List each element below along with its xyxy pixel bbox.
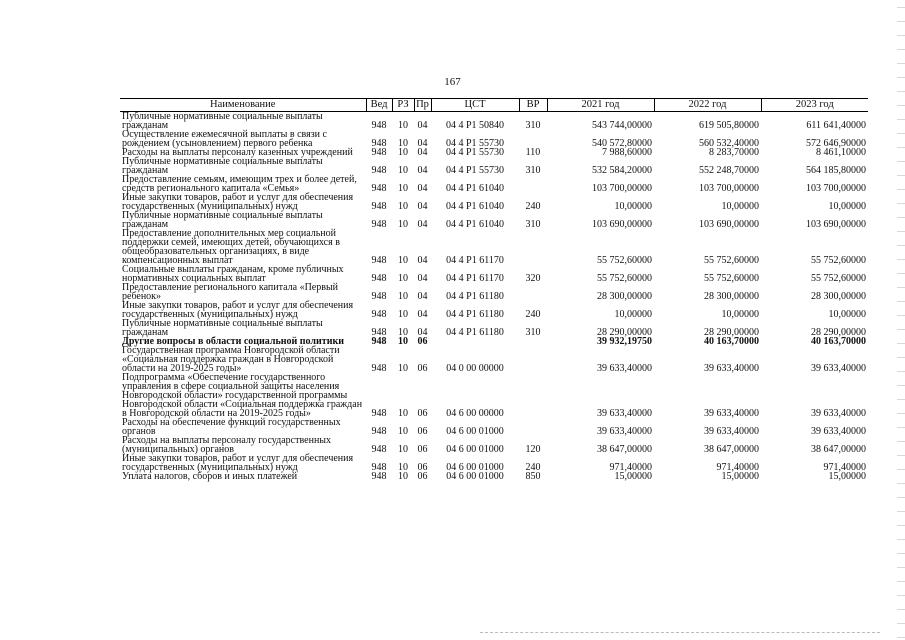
table-row <box>120 454 868 472</box>
row-amount-2023: 15,00000 <box>828 471 866 482</box>
table-row <box>120 319 868 337</box>
row-rz: 10 <box>398 336 408 347</box>
table-row <box>120 283 868 301</box>
row-amount-2022: 39 633,40000 <box>704 408 759 419</box>
row-vr <box>519 283 547 301</box>
row-amount-2021: 38 647,00000 <box>597 444 652 455</box>
table-row <box>120 130 868 148</box>
row-name: Уплата налогов, сборов и иных платежей <box>122 471 298 482</box>
table-row <box>120 211 868 229</box>
row-vr <box>519 175 547 193</box>
row-rz: 10 <box>398 291 408 302</box>
row-amount-2021: 10,00000 <box>614 201 652 212</box>
scan-edge-artifact <box>897 0 905 640</box>
row-amount-2023: 40 163,70000 <box>811 336 866 347</box>
row-amount-2022: 39 633,40000 <box>704 363 759 374</box>
row-name: Расходы на обеспечение функций государственных органов <box>122 417 341 437</box>
row-pr: 04 <box>417 201 428 212</box>
row-pr: 06 <box>417 462 428 473</box>
table-row <box>120 229 868 265</box>
row-pr: 04 <box>417 327 428 338</box>
row-vr: 110 <box>525 147 541 158</box>
row-amount-2023: 28 300,00000 <box>811 291 866 302</box>
row-vr <box>519 130 547 148</box>
row-name: Предоставление дополнительных мер социальной поддержки семей, имеющих детей, обучающихся в общеобразовательных организациях, в виде компенсационных выплат <box>122 228 340 266</box>
row-vr: 240 <box>525 462 541 473</box>
row-cst: 04 4 P1 61170 <box>446 273 504 284</box>
table-row <box>120 157 868 175</box>
row-vr: 310 <box>525 120 541 131</box>
row-rz: 10 <box>398 462 408 473</box>
row-name: Публичные нормативные социальные выплаты гражданам <box>122 210 323 230</box>
table-row <box>120 436 868 454</box>
row-cst: 04 4 P1 55730 <box>445 165 505 176</box>
row-ved: 948 <box>371 201 387 212</box>
row-amount-2023: 611 641,40000 <box>806 120 866 131</box>
row-ved: 948 <box>371 309 387 320</box>
row-amount-2023: 10,00000 <box>828 201 866 212</box>
row-name: Иные закупки товаров, работ и услуг для обеспечения государственных (муниципальных) нужд <box>122 300 354 320</box>
header-name: Наименование <box>120 99 366 112</box>
row-cst: 04 4 P1 61040 <box>445 219 505 230</box>
row-rz: 10 <box>398 120 408 131</box>
row-amount-2021: 28 300,00000 <box>597 291 652 302</box>
row-cst: 04 6 00 01000 <box>446 471 504 482</box>
row-pr: 04 <box>417 255 428 266</box>
row-cst: 04 4 P1 55730 <box>445 147 505 158</box>
row-vr: 310 <box>525 327 541 338</box>
row-ved: 948 <box>371 426 387 437</box>
row-amount-2021: 971,40000 <box>609 462 652 473</box>
row-amount-2021: 540 572,80000 <box>592 138 652 149</box>
header-pr: Пр <box>414 99 431 112</box>
row-amount-2021: 7 988,60000 <box>602 147 652 158</box>
row-name: Расходы на выплаты персоналу государственных (муниципальных) органов <box>122 435 332 455</box>
row-cst: 04 6 00 01000 <box>446 444 504 455</box>
row-amount-2022: 560 532,40000 <box>699 138 759 149</box>
header-rz: РЗ <box>392 99 414 112</box>
row-amount-2021: 28 290,00000 <box>597 327 652 338</box>
row-amount-2022: 55 752,60000 <box>704 255 759 266</box>
table-row <box>120 472 868 481</box>
budget-table <box>120 98 868 481</box>
row-amount-2022: 40 163,70000 <box>704 336 759 347</box>
row-ved: 948 <box>371 363 387 374</box>
row-amount-2023: 39 633,40000 <box>811 363 866 374</box>
row-cst: 04 4 P1 61180 <box>446 327 504 338</box>
row-rz: 10 <box>398 327 408 338</box>
row-cst: 04 4 P1 61040 <box>445 183 505 194</box>
row-cst: 04 4 P1 50840 <box>445 120 505 131</box>
row-rz: 10 <box>398 147 408 158</box>
row-ved: 948 <box>371 273 387 284</box>
row-cst: 04 4 P1 61180 <box>446 291 504 302</box>
row-cst: 04 4 P1 61170 <box>446 255 504 266</box>
row-pr: 04 <box>417 138 428 149</box>
header-2023: 2023 год <box>761 99 868 112</box>
page-number: 167 <box>444 76 461 88</box>
row-name: Публичные нормативные социальные выплаты гражданам <box>122 111 323 131</box>
row-amount-2022: 28 290,00000 <box>704 327 759 338</box>
row-ved: 948 <box>371 183 387 194</box>
row-amount-2021: 55 752,60000 <box>597 255 652 266</box>
row-amount-2023: 103 690,00000 <box>806 219 866 230</box>
table-row <box>120 265 868 283</box>
row-ved: 948 <box>371 138 387 149</box>
table-row <box>120 112 868 131</box>
row-rz: 10 <box>398 183 408 194</box>
row-rz: 10 <box>398 255 408 266</box>
row-amount-2022: 28 300,00000 <box>704 291 759 302</box>
row-pr: 06 <box>417 471 428 482</box>
header-2022: 2022 год <box>654 99 761 112</box>
row-amount-2023: 39 633,40000 <box>811 426 866 437</box>
row-amount-2021: 39 932,19750 <box>597 336 652 347</box>
row-amount-2022: 103 690,00000 <box>699 219 759 230</box>
row-pr: 04 <box>417 165 428 176</box>
header-ved: Вед <box>366 99 392 112</box>
row-amount-2022: 552 248,70000 <box>699 165 759 176</box>
row-pr: 04 <box>417 291 428 302</box>
row-pr: 06 <box>417 336 428 347</box>
row-name: Расходы на выплаты персоналу казенных учреждений <box>122 147 353 158</box>
row-vr <box>519 346 547 373</box>
table-row <box>120 346 868 373</box>
row-pr: 04 <box>417 120 428 131</box>
table-body <box>120 112 868 482</box>
table-row <box>120 175 868 193</box>
row-pr: 06 <box>417 363 428 374</box>
row-amount-2021: 103 700,00000 <box>592 183 652 194</box>
row-amount-2023: 28 290,00000 <box>811 327 866 338</box>
row-amount-2023: 572 646,90000 <box>806 138 866 149</box>
row-amount-2023: 10,00000 <box>828 309 866 320</box>
row-ved: 948 <box>371 336 387 347</box>
row-cst: 04 4 P1 61180 <box>446 309 504 320</box>
row-ved: 948 <box>371 462 387 473</box>
row-rz: 10 <box>398 309 408 320</box>
table-row <box>120 418 868 436</box>
row-name: Публичные нормативные социальные выплаты гражданам <box>122 318 323 338</box>
row-vr: 850 <box>525 471 541 482</box>
row-amount-2022: 103 700,00000 <box>699 183 759 194</box>
row-ved: 948 <box>371 120 387 131</box>
row-name: Государственная программа Новгородской области «Социальная поддержка граждан в Новгородской области на 2019-2025 годы» <box>122 345 340 374</box>
row-rz: 10 <box>398 444 408 455</box>
row-amount-2022: 55 752,60000 <box>704 273 759 284</box>
row-ved: 948 <box>371 165 387 176</box>
row-cst: 04 0 00 00000 <box>446 363 504 374</box>
row-amount-2022: 15,00000 <box>721 471 759 482</box>
row-ved: 948 <box>371 444 387 455</box>
header-cst: ЦСТ <box>431 99 519 112</box>
row-amount-2022: 619 505,80000 <box>699 120 759 131</box>
row-name: Подпрограмма «Обеспечение государственного управления в сфере социальной защиты населения Новгородской области» государственной программы Новгородской области «Социальная поддержка граждан в Новгородской области на 2019-2025 годы» <box>122 372 363 419</box>
row-cst: 04 6 00 00000 <box>446 408 504 419</box>
table-header-row <box>120 99 868 112</box>
row-amount-2021: 543 744,00000 <box>592 120 652 131</box>
row-cst: 04 6 00 01000 <box>446 426 504 437</box>
row-ved: 948 <box>371 291 387 302</box>
row-pr: 06 <box>417 426 428 437</box>
row-cst: 04 4 P1 55730 <box>445 138 505 149</box>
row-pr: 04 <box>417 309 428 320</box>
row-amount-2021: 10,00000 <box>614 309 652 320</box>
row-vr: 310 <box>525 165 541 176</box>
row-rz: 10 <box>398 201 408 212</box>
row-amount-2023: 55 752,60000 <box>811 273 866 284</box>
row-amount-2022: 10,00000 <box>721 309 759 320</box>
row-name: Осуществление ежемесячной выплаты в связи с рождением (усыновлением) первого ребенка <box>122 129 327 149</box>
table-row <box>120 193 868 211</box>
row-amount-2021: 55 752,60000 <box>597 273 652 284</box>
row-ved: 948 <box>371 471 387 482</box>
row-pr: 06 <box>417 408 428 419</box>
row-amount-2022: 10,00000 <box>721 201 759 212</box>
row-rz: 10 <box>398 165 408 176</box>
row-amount-2023: 39 633,40000 <box>811 408 866 419</box>
row-amount-2023: 971,40000 <box>823 462 866 473</box>
row-vr: 320 <box>525 273 541 284</box>
row-pr: 04 <box>417 183 428 194</box>
row-ved: 948 <box>371 408 387 419</box>
row-vr <box>519 337 547 346</box>
row-amount-2021: 532 584,20000 <box>592 165 652 176</box>
row-vr <box>519 418 547 436</box>
row-rz: 10 <box>398 219 408 230</box>
row-amount-2021: 39 633,40000 <box>597 408 652 419</box>
row-cst: 04 4 P1 61040 <box>445 201 505 212</box>
row-amount-2023: 8 461,10000 <box>816 147 866 158</box>
row-ved: 948 <box>371 255 387 266</box>
row-pr: 04 <box>417 273 428 284</box>
row-amount-2023: 55 752,60000 <box>811 255 866 266</box>
row-amount-2022: 8 283,70000 <box>709 147 759 158</box>
row-amount-2023: 38 647,00000 <box>811 444 866 455</box>
row-cst: 04 6 00 01000 <box>446 462 504 473</box>
row-pr: 04 <box>417 219 428 230</box>
row-amount-2021: 103 690,00000 <box>592 219 652 230</box>
row-name: Социальные выплаты гражданам, кроме публичных нормативных социальных выплат <box>122 264 344 284</box>
row-rz: 10 <box>398 471 408 482</box>
header-vr: ВР <box>519 99 547 112</box>
row-rz: 10 <box>398 138 408 149</box>
row-ved: 948 <box>371 219 387 230</box>
row-ved: 948 <box>371 327 387 338</box>
row-name: Предоставление регионального капитала «Первый ребенок» <box>122 282 339 302</box>
row-amount-2021: 39 633,40000 <box>597 426 652 437</box>
row-vr: 310 <box>525 219 541 230</box>
row-amount-2023: 103 700,00000 <box>806 183 866 194</box>
row-vr: 240 <box>525 201 541 212</box>
bottom-rule <box>480 632 880 634</box>
row-pr: 06 <box>417 444 428 455</box>
row-rz: 10 <box>398 273 408 284</box>
table-row <box>120 373 868 418</box>
row-ved: 948 <box>371 147 387 158</box>
row-amount-2021: 39 633,40000 <box>597 363 652 374</box>
row-vr: 120 <box>525 444 541 455</box>
row-amount-2022: 38 647,00000 <box>704 444 759 455</box>
row-name: Предоставление семьям, имеющим трех и более детей, средств регионального капитала «Семья» <box>122 174 357 194</box>
row-amount-2023: 564 185,80000 <box>806 165 866 176</box>
row-vr <box>519 229 547 265</box>
header-2021: 2021 год <box>547 99 654 112</box>
row-vr: 240 <box>525 309 541 320</box>
row-rz: 10 <box>398 426 408 437</box>
row-amount-2022: 971,40000 <box>716 462 759 473</box>
row-vr <box>519 373 547 418</box>
row-name: Публичные нормативные социальные выплаты гражданам <box>122 156 323 176</box>
row-cst <box>431 337 519 346</box>
row-rz: 10 <box>398 408 408 419</box>
row-rz: 10 <box>398 363 408 374</box>
row-name: Другие вопросы в области социальной политики <box>122 336 344 347</box>
row-amount-2022: 39 633,40000 <box>704 426 759 437</box>
row-amount-2021: 15,00000 <box>614 471 652 482</box>
table-row <box>120 301 868 319</box>
row-name: Иные закупки товаров, работ и услуг для обеспечения государственных (муниципальных) нужд <box>122 453 354 473</box>
row-pr: 04 <box>417 147 428 158</box>
row-name: Иные закупки товаров, работ и услуг для обеспечения государственных (муниципальных) нужд <box>122 192 354 212</box>
